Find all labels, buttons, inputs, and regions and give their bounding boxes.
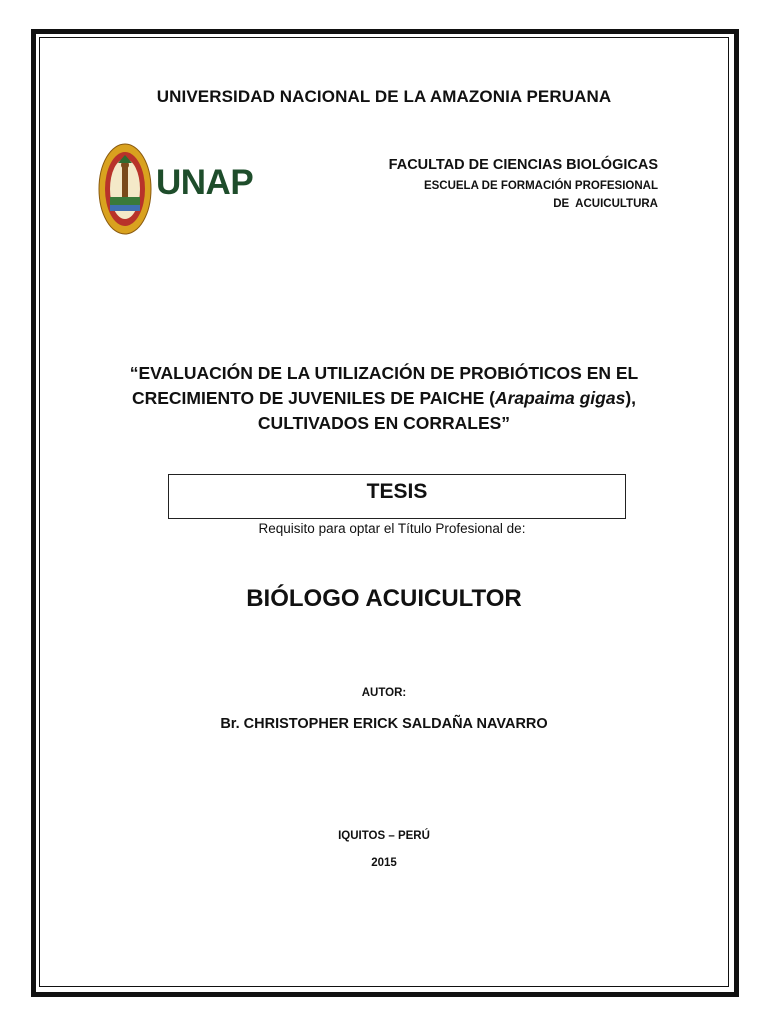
thesis-type: TESIS bbox=[366, 480, 428, 503]
university-seal-icon bbox=[98, 143, 152, 235]
faculty-name: FACULTAD DE CIENCIAS BIOLÓGICAS bbox=[388, 157, 658, 173]
title-line-2-start: CRECIMIENTO DE JUVENILES DE PAICHE ( bbox=[131, 388, 495, 408]
school-line-1: ESCUELA DE FORMACIÓN PROFESIONAL bbox=[423, 180, 658, 192]
title-line-2-end: ), bbox=[625, 388, 637, 408]
school-line-2: DE ACUICULTURA bbox=[553, 198, 658, 210]
author-label: AUTOR: bbox=[361, 687, 407, 699]
city: IQUITOS – PERÚ bbox=[338, 830, 430, 842]
requirement-text: Requisito para optar el Título Profesional de: bbox=[258, 521, 526, 536]
thesis-title-line-2 bbox=[110, 388, 658, 409]
thesis-title-line-3: CULTIVADOS EN CORRALES” bbox=[257, 413, 511, 433]
species-name: Arapaima gigas bbox=[494, 388, 626, 408]
logo-text: UNAP bbox=[156, 163, 254, 202]
thesis-title-line-1: “EVALUACIÓN DE LA UTILIZACIÓN DE PROBIÓTICOS EN EL bbox=[129, 363, 639, 383]
degree-title: BIÓLOGO ACUICULTOR bbox=[246, 585, 522, 612]
university-name: UNIVERSIDAD NACIONAL DE LA AMAZONIA PERUANA bbox=[156, 87, 612, 106]
year: 2015 bbox=[371, 857, 397, 869]
author-name: Br. CHRISTOPHER ERICK SALDAÑA NAVARRO bbox=[220, 716, 548, 732]
university-logo bbox=[98, 143, 258, 235]
